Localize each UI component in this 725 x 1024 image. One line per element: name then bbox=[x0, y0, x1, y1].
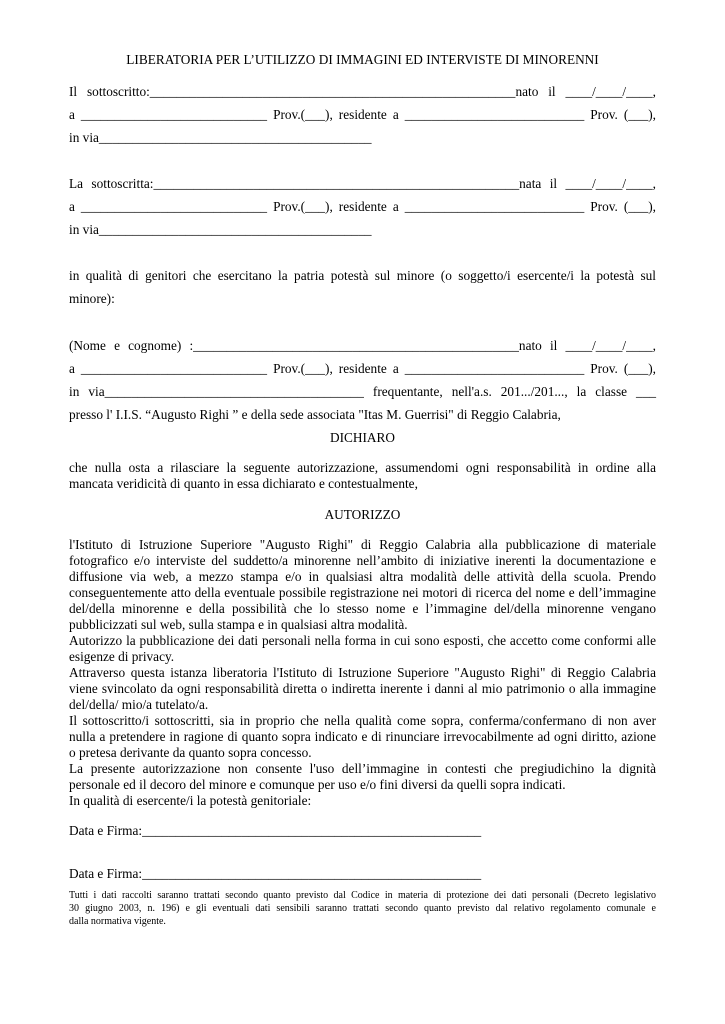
footnote-line-3: dalla normativa vigente. bbox=[69, 916, 166, 927]
autorizzo-line: diffusione via web, a mezzo stampa e/o in qualsiasi altra modalità delle attività della scuola. Prendo bbox=[69, 569, 656, 584]
autorizzo-line: esigenze di privacy. bbox=[69, 649, 175, 664]
capacity-line-2: minore): bbox=[69, 291, 115, 306]
autorizzo-line: l'Istituto di Istruzione Superiore "Augusto Righi" di Reggio Calabria alla pubblicazione di materiale bbox=[69, 537, 656, 552]
autorizzo-line: personale ed il decoro del minore e comunque per uso e/o fini diversi da quelli sopra indicati. bbox=[69, 777, 566, 792]
dichiaro-line-1: che nulla osta a rilasciare la seguente autorizzazione, assumendomi ogni responsabilità in ordine alla bbox=[69, 460, 656, 475]
dichiaro-line-2: mancata veridicità di quanto in essa dichiarato e contestualmente, bbox=[69, 476, 418, 491]
parent1-birthplace-line: a ____________________________ Prov.(___), residente a ___________________________ Prov. (___), bbox=[69, 107, 656, 122]
dichiaro-heading: DICHIARO bbox=[329, 430, 395, 445]
parent2-birthplace-line: a ____________________________ Prov.(___), residente a ___________________________ Prov. (___), bbox=[69, 199, 656, 214]
signature-field-2: Data e Firma:___________________________________________________ bbox=[69, 866, 482, 881]
autorizzo-line: o pretesa derivante da quanto sopra concesso. bbox=[69, 745, 312, 760]
autorizzo-line: viene svincolato da ogni responsabilità diretta o indiretta inerente i danni al mio patrimonio o alla immagine bbox=[69, 681, 656, 696]
signature-field-1: Data e Firma:___________________________________________________ bbox=[69, 823, 482, 838]
autorizzo-heading: AUTORIZZO bbox=[324, 507, 401, 522]
autorizzo-line: La presente autorizzazione non consente l'uso dell’immagine in contesti che pregiudichino la dignità bbox=[69, 761, 656, 776]
minor-name-line: (Nome e cognome) :_________________________________________________nato il ____/____/____, bbox=[69, 338, 656, 353]
parent2-name-line: La sottoscritta:_______________________________________________________nata il ____/____/____, bbox=[69, 176, 656, 191]
minor-birthplace-line: a ____________________________ Prov.(___), residente a ___________________________ Prov. (___), bbox=[69, 361, 656, 376]
parent1-address-line: in via_________________________________________ bbox=[69, 130, 372, 145]
autorizzo-line: fotografico e/o interviste del suddetto/a minorenne nell’ambito di iniziative inerenti la documentazione e bbox=[69, 553, 656, 568]
minor-address-line: in via_______________________________________ frequentante, nell'a.s. 201.../201..., la classe ___ bbox=[69, 384, 656, 399]
parent2-address-line: in via_________________________________________ bbox=[69, 222, 372, 237]
autorizzo-line: pubblicizzati sul web, sulla stampa e in qualsiasi altra modalità. bbox=[69, 617, 408, 632]
footnote-line-2: 30 giugno 2003, n. 196) e gli eventuali dati sensibili saranno trattati secondo quanto previsto dal relativo regolamento comunale e bbox=[69, 903, 656, 914]
autorizzo-line: Il sottoscritto/i sottoscritti, sia in proprio che nella qualità come sopra, conferma/confermano di non aver bbox=[69, 713, 656, 728]
document-title: LIBERATORIA PER L’UTILIZZO DI IMMAGINI ED INTERVISTE DI MINORENNI bbox=[126, 52, 599, 67]
minor-school-line: presso l' I.I.S. “Augusto Righi ” e della sede associata "Itas M. Guerrisi" di Reggio Calabria, bbox=[69, 407, 561, 422]
autorizzo-line: conseguentemente atto della eventuale possibile registrazione nei motori di ricerca del nome e dell’immagine bbox=[69, 585, 656, 600]
parent1-name-line: Il sottoscritto:_______________________________________________________nato il ____/____/____, bbox=[69, 84, 656, 99]
autorizzo-line: del/della/ mio/a tutelato/a. bbox=[69, 697, 209, 712]
autorizzo-line: del/della minorenne e della possibilità che lo stesso nome e l’immagine del/della minorenne vengano bbox=[69, 601, 656, 616]
footnote-line-1: Tutti i dati raccolti saranno trattati secondo quanto previsto dal Codice in materia di protezione dei dati personali (Decreto legislativo bbox=[69, 890, 656, 901]
autorizzo-line: In qualità di esercente/i la potestà genitoriale: bbox=[69, 793, 312, 808]
capacity-line-1: in qualità di genitori che esercitano la patria potestà sul minore (o soggetto/i esercente/i la potestà sul bbox=[69, 268, 656, 283]
autorizzo-line: Attraverso questa istanza liberatoria l'Istituto di Istruzione Superiore "Augusto Righi" di Reggio Calabria bbox=[69, 665, 656, 680]
autorizzo-line: Autorizzo la pubblicazione dei dati personali nella forma in cui sono esposti, che accetto come conformi alle bbox=[69, 633, 656, 648]
autorizzo-line: nulla a pretendere in ragione di quanto sopra indicato e di rinunciare irrevocabilmente ad ogni diritto, azione bbox=[69, 729, 656, 744]
